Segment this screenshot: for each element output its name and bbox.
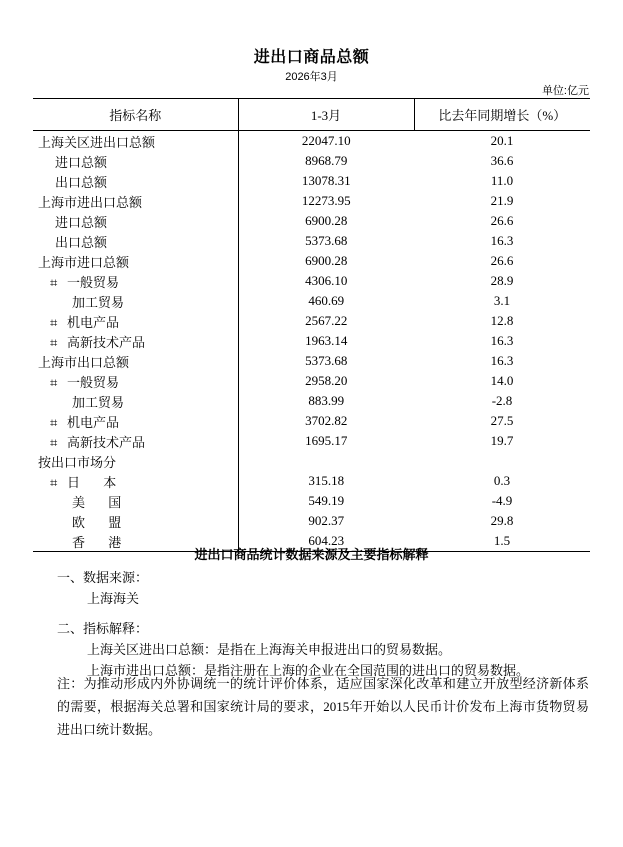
row-growth-value: 21.9 (490, 193, 514, 208)
row-period-value: 1695.17 (305, 433, 348, 448)
row-period-value: 883.99 (308, 393, 345, 408)
hash-marker-icon: ⌗ (50, 434, 58, 450)
row-period-value: 1963.14 (305, 333, 348, 348)
row-period-value: 8968.79 (305, 153, 348, 168)
row-label: 按出口市场分 (38, 454, 117, 470)
table-row (33, 451, 590, 471)
row-growth-value: 36.6 (490, 153, 514, 168)
table-row (33, 291, 590, 311)
table-row (33, 331, 590, 351)
row-period-value: 604.23 (238, 531, 414, 552)
row-growth-value: -2.8 (491, 393, 513, 408)
column-header-indicator: 指标名称 (33, 99, 238, 131)
notes-section1-title: 一、数据来源： (57, 570, 149, 585)
notes-final-paragraph: 注：为推动形成内外协调统一的统计评价体系，适应国家深化改革和建立开放型经济新体系的需要，根据海关总署和国家统计局的要求，2015年开始以人民币计价发布上海市货物贸易进出口统计数据。 (57, 676, 589, 737)
row-label: 加工贸易 (72, 394, 125, 410)
row-growth-value: 16.3 (490, 333, 514, 348)
table-row (33, 151, 590, 171)
table-row (33, 171, 590, 191)
row-label: 进口总额 (55, 154, 108, 170)
row-period-value: 549.19 (308, 493, 345, 508)
notes-spacer (33, 609, 590, 618)
table-row (33, 391, 590, 411)
row-period-value: 902.37 (308, 513, 345, 528)
row-period-value: 6900.28 (305, 253, 348, 268)
row-period-value: 13078.31 (301, 173, 351, 188)
statistics-table-wrapper (33, 98, 590, 552)
row-label-cell (33, 191, 238, 211)
row-growth-value: 27.5 (490, 413, 514, 428)
page-title: 进出口商品总额 (253, 49, 370, 66)
row-period-value: 5373.68 (305, 233, 348, 248)
hash-marker-icon: ⌗ (50, 414, 58, 430)
row-period-value: 3702.82 (305, 413, 348, 428)
row-label-cell (33, 491, 238, 511)
column-header-period: 1-3月 (238, 99, 414, 131)
row-label: 欧 盟 (72, 514, 132, 530)
row-period-value: 12273.95 (301, 193, 351, 208)
row-growth-value: 0.3 (493, 473, 511, 488)
row-label: 香 港 (72, 534, 132, 550)
row-label: 进口总额 (55, 214, 108, 230)
hash-marker-icon: ⌗ (50, 374, 58, 390)
row-growth-value: 12.8 (490, 313, 514, 328)
unit-label: 单位:亿元 (541, 85, 589, 97)
page-subtitle: 2026年3月 (285, 71, 338, 83)
row-period-value: 315.18 (308, 473, 345, 488)
row-label-cell (33, 211, 238, 231)
row-growth-value: 20.1 (490, 133, 514, 148)
row-period-value: 22047.10 (301, 133, 351, 148)
row-label-cell (33, 171, 238, 191)
row-label: 上海市进口总额 (38, 254, 130, 270)
table-row (33, 231, 590, 251)
hash-marker-icon: ⌗ (50, 474, 58, 490)
table-row (33, 131, 590, 152)
table-row (33, 371, 590, 391)
table-row (33, 351, 590, 371)
notes-section2-line2: 上海市进出口总额：是指注册在上海的企业在全国范围的进出口的贸易数据。 (87, 663, 530, 678)
row-period-value: 6900.28 (305, 213, 348, 228)
row-label: 机电产品 (67, 314, 120, 330)
hash-marker-icon: ⌗ (50, 334, 58, 350)
row-label: 上海市出口总额 (38, 354, 130, 370)
table-row (33, 511, 590, 531)
row-label: 机电产品 (67, 414, 120, 430)
row-label-cell (33, 411, 238, 431)
row-label: 上海关区进出口总额 (38, 134, 156, 150)
row-label-cell (33, 391, 238, 411)
table-row (33, 471, 590, 491)
notes-section1-body: 上海海关 (87, 591, 140, 606)
row-label-cell (33, 231, 238, 251)
table-row (33, 211, 590, 231)
row-label-cell (33, 471, 238, 491)
row-growth-value: 1.5 (414, 531, 590, 552)
row-growth-value: 26.6 (490, 213, 514, 228)
row-label: 加工贸易 (72, 294, 125, 310)
row-label-cell (33, 251, 238, 271)
row-growth-value: 16.3 (490, 233, 514, 248)
row-label-cell (33, 151, 238, 171)
row-period-value (238, 451, 414, 471)
row-growth-value: -4.9 (491, 493, 513, 508)
row-label-cell (33, 271, 238, 291)
notes-section2-title: 二、指标解释： (57, 621, 149, 636)
row-growth-value: 3.1 (493, 293, 511, 308)
table-row (33, 271, 590, 291)
row-label-cell (33, 311, 238, 331)
hash-marker-icon: ⌗ (50, 314, 58, 330)
row-period-value: 4306.10 (305, 273, 348, 288)
row-label-cell (33, 431, 238, 451)
row-growth-value (414, 451, 590, 471)
table-row (33, 491, 590, 511)
statistics-table (33, 98, 590, 552)
row-label: 高新技术产品 (67, 334, 146, 350)
table-row (33, 311, 590, 331)
hash-marker-icon: ⌗ (50, 274, 58, 290)
table-row (33, 431, 590, 451)
notes-heading: 进出口商品统计数据来源及主要指标解释 (194, 547, 429, 562)
table-row (33, 191, 590, 211)
notes-section2-line1: 上海关区进出口总额：是指在上海海关申报进出口的贸易数据。 (87, 642, 452, 657)
column-header-growth: 比去年同期增长（%） (414, 99, 590, 131)
row-label-cell (33, 351, 238, 371)
table-header-row (33, 99, 590, 131)
row-label: 出口总额 (55, 234, 108, 250)
row-period-value: 5373.68 (305, 353, 348, 368)
table-row (33, 251, 590, 271)
row-growth-value: 19.7 (490, 433, 514, 448)
row-label: 美 国 (72, 494, 132, 510)
row-growth-value: 28.9 (490, 273, 514, 288)
row-label-cell (33, 291, 238, 311)
table-row (33, 411, 590, 431)
row-label-cell (33, 451, 238, 471)
row-label: 一般贸易 (67, 374, 120, 390)
row-label: 高新技术产品 (67, 434, 146, 450)
row-label: 上海市进出口总额 (38, 194, 143, 210)
row-period-value: 2958.20 (305, 373, 348, 388)
row-period-value: 460.69 (308, 293, 345, 308)
row-growth-value: 11.0 (490, 173, 514, 188)
notes-section (33, 546, 590, 681)
row-label: 日 本 (67, 474, 127, 490)
row-label-cell (33, 131, 238, 152)
row-growth-value: 16.3 (490, 353, 514, 368)
table-header (33, 99, 590, 131)
row-growth-value: 29.8 (490, 513, 514, 528)
row-period-value: 2567.22 (305, 313, 348, 328)
row-label-cell (33, 371, 238, 391)
row-growth-value: 14.0 (490, 373, 514, 388)
row-label-cell (33, 511, 238, 531)
row-label-cell (33, 331, 238, 351)
row-label: 出口总额 (55, 174, 108, 190)
table-body (33, 131, 590, 552)
row-label: 一般贸易 (67, 274, 120, 290)
row-growth-value: 26.6 (490, 253, 514, 268)
